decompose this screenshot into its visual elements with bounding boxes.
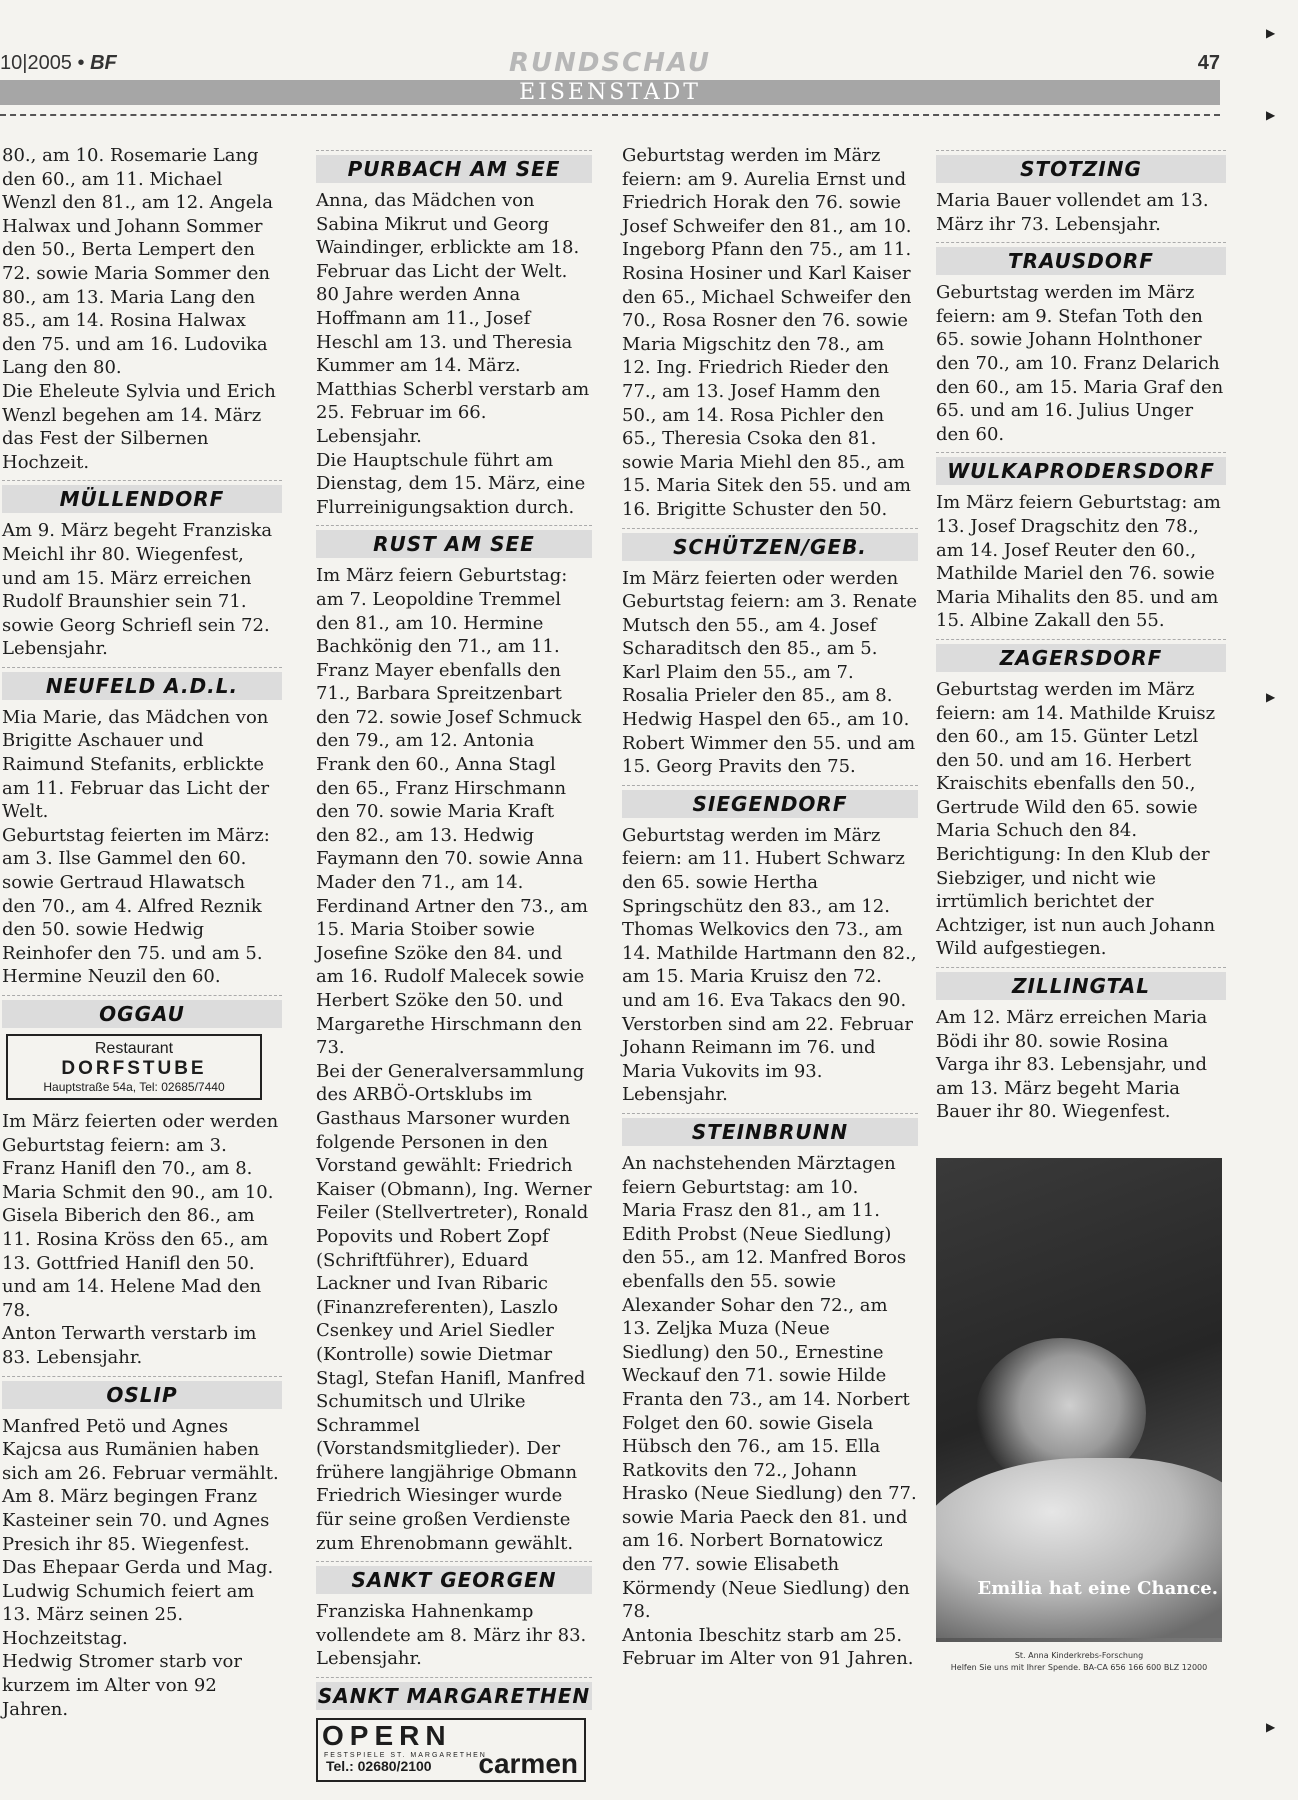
photo-ad-sponsor: St. Anna Kinderkrebs-Forschung <box>1014 1651 1144 1660</box>
article-paragraph: Am 12. März erreichen Maria Bödi ihr 80. sowie Rosina Varga ihr 83. Lebensjahr, und am 13. März begeht Maria Bauer ihr 80. Wiegenfest. <box>936 1007 1208 1123</box>
column-1 <box>2 144 282 1721</box>
issue-number: 10|2005 • <box>0 52 85 74</box>
article-paragraph: Am 8. März begingen Franz Kasteiner sein 70. und Agnes Presich ihr 85. Wiegenfest. <box>2 1486 270 1555</box>
town-heading <box>936 639 1226 672</box>
article-paragraph: Geburtstag werden im März feiern: am 9. Aurelia Ernst und Friedrich Horak den 76. sowie Josef Schweifer den 81., am 10. Ingeborg Pfann den 75., am 11. Rosina Hosiner und Karl Kaiser den 65., Michael Schweifer den 70., Rosa Rosner den 76. sowie Maria Migschitz den 78., am 12. Ing. Friedrich Rieder den 77., am 13. Josef Hamm den 50., am 14. Rosa Pichler den 65., Theresia Csoka den 81. sowie Maria Miehl den 85., am 15. Maria Sitek den 55. und am 16. Brigitte Schuster den 50. <box>622 145 912 520</box>
article-paragraph: Franziska Hahnenkamp vollendete am 8. März ihr 83. Lebensjahr. <box>316 1601 587 1670</box>
brand-label: BF <box>90 52 117 74</box>
restaurant-advertisement <box>6 1034 262 1100</box>
registration-mark-icon: ▶ <box>1266 1720 1276 1734</box>
town-heading-text: WULKAPRODERSDORF <box>936 457 1226 485</box>
opera-ad-line: FESTSPIELE ST. MARGARETHEN <box>324 1752 487 1760</box>
town-heading-text: NEUFELD A.D.L. <box>2 672 282 700</box>
town-heading <box>936 150 1226 183</box>
opera-ad-line: OPERN <box>322 1720 452 1752</box>
article-paragraph: Im März feierten oder werden Geburtstag feiern: am 3. Franz Hanifl den 70., am 8. Maria Schmit den 90., am 10. Gisela Biberich den 86., am 11. Rosina Kröss den 65., am 13. Gottfried Hanifl den 50. und am 14. Helene Mad den 78. <box>2 1111 279 1321</box>
article-paragraph: Hedwig Stromer starb vor kurzem im Alter von 92 Jahren. <box>2 1651 242 1720</box>
town-heading <box>2 995 282 1028</box>
article-paragraph: Berichtigung: In den Klub der Siebziger, und nicht wie irrtümlich berichtet der Achtziger, ist nun auch Johann Wild aufgestiegen. <box>936 844 1216 960</box>
town-heading-text: PURBACH AM SEE <box>316 155 592 183</box>
opera-ad-line: Tel.: 02680/2100 <box>326 1758 432 1775</box>
article-paragraph: Geburtstag werden im März feiern: am 9. Stefan Toth den 65. sowie Johann Holnthoner den 70., am 10. Franz Delarich den 60., am 15. Maria Graf den 65. und am 16. Julius Unger den 60. <box>936 282 1224 445</box>
column-3 <box>622 144 918 1671</box>
page-header <box>0 48 1220 78</box>
column-2 <box>316 144 592 1782</box>
town-heading-text: ZILLINGTAL <box>936 972 1226 1000</box>
article-paragraph: Geburtstag werden im März feiern: am 11. Hubert Schwarz den 65. sowie Hertha Springschütz den 83., am 12. Thomas Welkovics den 73., am 14. Mathilde Hartmann den 82., am 15. Maria Kruisz den 72. und am 16. Eva Takacs den 90. Verstorben sind am 22. Februar Johann Reimann im 76. und Maria Vukovits im 93. Lebensjahr. <box>622 824 917 1106</box>
town-heading-text: STOTZING <box>936 155 1226 183</box>
article-paragraph: Geburtstag werden im März feiern: am 14. Mathilde Kruisz den 60., am 15. Günter Letzl den 50. und am 16. Herbert Kraischits ebenfalls den 50., Gertrude Wild den 65. sowie Maria Schuch den 84. <box>936 678 1216 842</box>
photo-caption: Emilia hat eine Chance. <box>977 1578 1218 1599</box>
article-paragraph: Anton Terwarth verstarb im 83. Lebensjahr. <box>2 1323 257 1368</box>
town-heading-text: SANKT MARGARETHEN <box>317 1684 591 1709</box>
restaurant-ad-line: DORFSTUBE <box>61 1058 207 1079</box>
article-paragraph: Die Hauptschule führt am Dienstag, dem 15. März, eine Flurreinigungsaktion durch. <box>316 449 586 518</box>
town-heading <box>622 528 918 561</box>
town-heading-text: OGGAU <box>2 1000 282 1028</box>
town-heading <box>2 1376 282 1409</box>
town-heading <box>936 967 1226 1000</box>
photo-advertisement <box>936 1158 1222 1688</box>
opera-ad-line: carmen <box>478 1748 578 1780</box>
article-paragraph: Maria Bauer vollendet am 13. März ihr 73. Lebensjahr. <box>936 190 1209 235</box>
blanket-shape <box>936 1458 1222 1638</box>
town-heading <box>936 242 1226 275</box>
town-heading <box>622 1113 918 1146</box>
town-heading <box>2 667 282 700</box>
header-divider <box>0 114 1220 116</box>
section-bar <box>0 80 1220 105</box>
registration-mark-icon: ▶ <box>1266 26 1276 40</box>
article-paragraph: 80 Jahre werden Anna Hoffmann am 11., Josef Heschl am 13. und Theresia Kummer am 14. März. <box>316 284 573 377</box>
town-heading <box>936 452 1226 485</box>
town-heading-text: TRAUSDORF <box>936 247 1226 275</box>
registration-mark-icon: ▶ <box>1266 108 1276 122</box>
opera-festival-advertisement <box>316 1718 586 1782</box>
town-heading-text: STEINBRUNN <box>622 1118 918 1146</box>
page-number: 47 <box>1197 52 1220 74</box>
article-paragraph: Mia Marie, das Mädchen von Brigitte Aschauer und Raimund Stefanits, erblickte am 11. Februar das Licht der Welt. <box>2 706 270 823</box>
article-paragraph: Matthias Scherbl verstarb am 25. Februar im 66. Lebensjahr. <box>316 378 590 447</box>
town-heading <box>316 150 592 183</box>
town-heading <box>316 1561 592 1594</box>
town-heading-text: SIEGENDORF <box>622 790 918 818</box>
article-paragraph: Im März feierten oder werden Geburtstag feiern: am 3. Renate Mutsch den 55., am 4. Josef Scharaditsch den 85., am 5. Karl Plaim den 55., am 7. Rosalia Prieler den 85., am 8. Hedwig Haspel den 65., am 10. Robert Wimmer den 55. und am 15. Georg Pravits den 75. <box>622 567 917 778</box>
restaurant-ad-line: Restaurant <box>94 1040 174 1057</box>
article-paragraph: Im März feiern Geburtstag: am 7. Leopoldine Tremmel den 81., am 10. Hermine Bachkönig den 71., am 11. Franz Mayer ebenfalls den 71., Barbara Spreitzenbart den 72. sowie Josef Schmuck den 79., am 12. Antonia Frank den 60., Anna Stagl den 65., Franz Hirschmann den 70. sowie Maria Kraft den 82., am 13. Hedwig Faymann den 70. sowie Anna Mader den 71., am 14. Ferdinand Artner den 73., am 15. Maria Stoiber sowie Josefine Szöke den 84. und am 16. Rudolf Malecek sowie Herbert Szöke den 50. und Margarethe Hirschmann den 73. <box>316 565 588 1059</box>
article-paragraph: Antonia Ibeschitz starb am 25. Februar im Alter von 91 Jahren. <box>622 1624 914 1670</box>
article-paragraph: Geburtstag feierten im März: am 3. Ilse Gammel den 60. sowie Gertraud Hlawatsch den 70., am 4. Alfred Reznik den 50. sowie Hedwig Reinhofer den 75. und am 5. Hermine Neuzil den 60. <box>2 824 270 988</box>
publication-title: RUNDSCHAU <box>508 48 712 78</box>
town-heading <box>316 1677 592 1710</box>
article-paragraph: An nachstehenden Märztagen feiern Geburtstag: am 10. Maria Frasz den 81., am 11. Edith Probst (Neue Siedlung) den 55., am 12. Manfred Boros ebenfalls den 55. sowie Alexander Sohar den 72., am 13. Zeljka Muza (Neue Siedlung) den 50., Ernestine Weckauf den 71. sowie Hilde Franta den 73., am 14. Norbert Folget den 60. sowie Gisela Hübsch den 76., am 15. Ella Ratkovits den 72., Johann Hrasko (Neue Siedlung) den 77. sowie Maria Paeck den 81. und am 16. Norbert Bornatowicz den 77. sowie Elisabeth Körmendy (Neue Siedlung) den 78. <box>622 1152 917 1623</box>
registration-mark-icon: ▶ <box>1266 690 1276 704</box>
town-heading-text: SCHÜTZEN/GEB. <box>622 533 918 561</box>
article-paragraph: Manfred Petö und Agnes Kajcsa aus Rumänien haben sich am 26. Februar vermählt. <box>2 1415 279 1484</box>
town-heading <box>622 785 918 818</box>
town-heading <box>2 480 282 513</box>
section-title: EISENSTADT <box>519 80 701 105</box>
article-paragraph: 80., am 10. Rosemarie Lang den 60., am 11. Michael Wenzl den 81., am 12. Angela Halwax und Johann Sommer den 50., Berta Lempert den 72. sowie Maria Sommer den 80., am 13. Maria Lang den 85., am 14. Rosina Halwax den 75. und am 16. Ludovika Lang den 80. <box>2 145 273 379</box>
article-paragraph: Im März feiern Geburtstag: am 13. Josef Dragschitz den 78., am 14. Josef Reuter den 60., Mathilde Mariel den 76. sowie Maria Mihalits den 85. und am 15. Albine Zakall den 55. <box>936 492 1221 632</box>
town-heading-text: RUST AM SEE <box>316 530 592 558</box>
town-heading-text: OSLIP <box>2 1381 282 1409</box>
town-heading <box>316 525 592 558</box>
article-paragraph: Das Ehepaar Gerda und Mag. Ludwig Schumich feiert am 13. März seinen 25. Hochzeitstag. <box>2 1557 274 1649</box>
article-paragraph: Anna, das Mädchen von Sabina Mikrut und Georg Waindinger, erblickte am 18. Februar das Licht der Welt. <box>316 190 580 282</box>
restaurant-ad-line: Hauptstraße 54a, Tel: 02685/7440 <box>43 1080 225 1094</box>
article-paragraph: Bei der Generalversammlung des ARBÖ-Ortsklubs im Gasthaus Marsoner wurden folgende Personen in den Vorstand gewählt: Friedrich Kaiser (Obmann), Ing. Werner Feiler (Stellvertreter), Ronald Popovits und Robert Zopf (Schriftführer), Eduard Lackner und Ivan Ribaric (Finanzreferenten), Laszlo Csenkey und Ariel Siedler (Kontrolle) sowie Dietmar Stagl, Stefan Hanifl, Manfred Schumitsch und Ulrike Schrammel (Vorstandsmitglieder). Der frühere langjährige Obmann Friedrich Wiesinger wurde für seine großen Verdienste zum Ehrenobmann gewählt. <box>316 1060 592 1554</box>
article-paragraph: Die Eheleute Sylvia und Erich Wenzl begehen am 14. März das Fest der Silbernen Hochzeit. <box>2 380 276 473</box>
photo-ad-footer <box>936 1642 1222 1688</box>
article-paragraph: Am 9. März begeht Franziska Meichl ihr 80. Wiegenfest, und am 15. März erreichen Rudolf Braunshier sein 71. sowie Georg Schriefl sein 72. Lebensjahr. <box>2 520 273 660</box>
photo-ad-donation: Helfen Sie uns mit Ihrer Spende. BA-CA 656 166 600 BLZ 12000 <box>950 1663 1208 1672</box>
town-heading-text: ZAGERSDORF <box>936 644 1226 672</box>
column-4 <box>936 144 1226 1124</box>
town-heading-text: MÜLLENDORF <box>2 485 282 513</box>
town-heading-text: SANKT GEORGEN <box>316 1566 592 1594</box>
